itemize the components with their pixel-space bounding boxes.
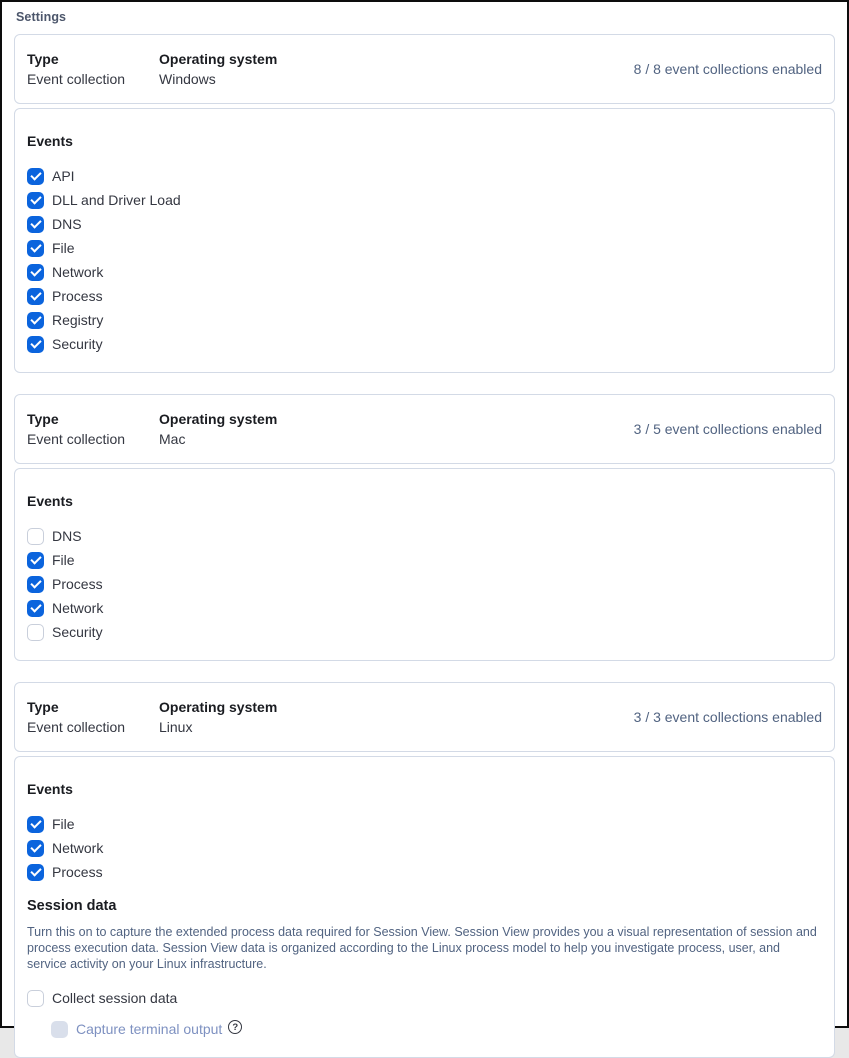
checkbox-mac-dns[interactable] xyxy=(27,528,44,545)
event-label: DNS xyxy=(52,528,82,544)
checkbox-collect-session-data[interactable] xyxy=(27,990,44,1007)
type-column xyxy=(27,409,159,449)
os-column xyxy=(159,49,634,89)
checkbox-windows-network[interactable] xyxy=(27,264,44,281)
event-label: File xyxy=(52,816,75,832)
event-label: Process xyxy=(52,864,103,880)
checkbox-linux-process[interactable] xyxy=(27,864,44,881)
checkbox-windows-dll[interactable] xyxy=(27,192,44,209)
section-body-mac xyxy=(14,468,835,661)
event-row-windows-process[interactable] xyxy=(27,284,822,308)
status-badge: 8 / 8 event collections enabled xyxy=(633,61,822,77)
event-label: DNS xyxy=(52,216,82,232)
events-heading: Events xyxy=(27,133,73,149)
checkbox-linux-network[interactable] xyxy=(27,840,44,857)
type-value: Event collection xyxy=(27,431,126,447)
session-data-description: Turn this on to capture the extended process data required for Session View. Session View provides you a visual representation of session and process execution data. Session View data is organized according to the Linux process model to help you investigate process, user, and service activity on your Linux infrastructure. xyxy=(27,925,817,971)
type-value: Event collection xyxy=(27,71,126,87)
type-label: Type xyxy=(27,699,59,715)
event-label: DLL and Driver Load xyxy=(52,192,181,208)
event-row-mac-file[interactable] xyxy=(27,548,822,572)
checkbox-windows-registry[interactable] xyxy=(27,312,44,329)
os-section-linux xyxy=(14,682,835,1058)
event-label: Security xyxy=(52,624,103,640)
capture-terminal-output-label: Capture terminal output xyxy=(76,1021,223,1037)
checkbox-mac-network[interactable] xyxy=(27,600,44,617)
section-body-linux xyxy=(14,756,835,1058)
os-column xyxy=(159,697,634,737)
session-data-heading: Session data xyxy=(27,898,117,914)
event-row-mac-process[interactable] xyxy=(27,572,822,596)
type-value: Event collection xyxy=(27,719,126,735)
page-title: Settings xyxy=(16,10,67,24)
event-label: Registry xyxy=(52,312,104,328)
type-column xyxy=(27,697,159,737)
event-label: File xyxy=(52,552,75,568)
checkbox-capture-terminal-output xyxy=(51,1021,68,1038)
event-row-linux-file[interactable] xyxy=(27,812,822,836)
event-label: Security xyxy=(52,336,103,352)
event-row-windows-security[interactable] xyxy=(27,332,822,356)
os-section-mac xyxy=(14,394,835,661)
collect-session-data-row[interactable] xyxy=(27,986,822,1010)
event-row-linux-process[interactable] xyxy=(27,860,822,884)
event-row-windows-dns[interactable] xyxy=(27,212,822,236)
checkbox-windows-process[interactable] xyxy=(27,288,44,305)
os-column xyxy=(159,409,634,449)
checkbox-windows-security[interactable] xyxy=(27,336,44,353)
event-row-windows-network[interactable] xyxy=(27,260,822,284)
section-header-windows xyxy=(14,34,835,104)
os-section-windows xyxy=(14,34,835,373)
events-heading: Events xyxy=(27,781,73,797)
os-label: Operating system xyxy=(159,411,278,427)
checkbox-linux-file[interactable] xyxy=(27,816,44,833)
status-badge: 3 / 5 event collections enabled xyxy=(633,421,822,437)
event-label: Network xyxy=(52,600,104,616)
event-row-windows-file[interactable] xyxy=(27,236,822,260)
events-heading: Events xyxy=(27,493,73,509)
section-header-linux xyxy=(14,682,835,752)
event-label: Network xyxy=(52,840,104,856)
section-header-mac xyxy=(14,394,835,464)
type-label: Type xyxy=(27,411,59,427)
os-label: Operating system xyxy=(159,699,278,715)
checkbox-windows-api[interactable] xyxy=(27,168,44,185)
section-body-windows xyxy=(14,108,835,373)
event-row-windows-api[interactable] xyxy=(27,164,822,188)
event-label: API xyxy=(52,168,75,184)
collect-session-data-label: Collect session data xyxy=(52,990,178,1006)
event-row-mac-security[interactable] xyxy=(27,620,822,644)
os-value: Windows xyxy=(159,71,216,87)
status-badge: 3 / 3 event collections enabled xyxy=(633,709,822,725)
event-label: Process xyxy=(52,576,103,592)
type-column xyxy=(27,49,159,89)
event-label: Process xyxy=(52,288,103,304)
checkbox-windows-dns[interactable] xyxy=(27,216,44,233)
checkbox-windows-file[interactable] xyxy=(27,240,44,257)
event-label: Network xyxy=(52,264,104,280)
event-row-linux-network[interactable] xyxy=(27,836,822,860)
checkbox-mac-process[interactable] xyxy=(27,576,44,593)
checkbox-mac-file[interactable] xyxy=(27,552,44,569)
event-label: File xyxy=(52,240,75,256)
os-value: Linux xyxy=(159,719,193,735)
event-row-windows-registry[interactable] xyxy=(27,308,822,332)
help-icon[interactable]: ? xyxy=(228,1020,242,1034)
os-label: Operating system xyxy=(159,51,278,67)
capture-terminal-output-row xyxy=(51,1017,822,1041)
type-label: Type xyxy=(27,51,59,67)
os-value: Mac xyxy=(159,431,186,447)
checkbox-mac-security[interactable] xyxy=(27,624,44,641)
event-row-windows-dll[interactable] xyxy=(27,188,822,212)
event-row-mac-network[interactable] xyxy=(27,596,822,620)
event-row-mac-dns[interactable] xyxy=(27,524,822,548)
